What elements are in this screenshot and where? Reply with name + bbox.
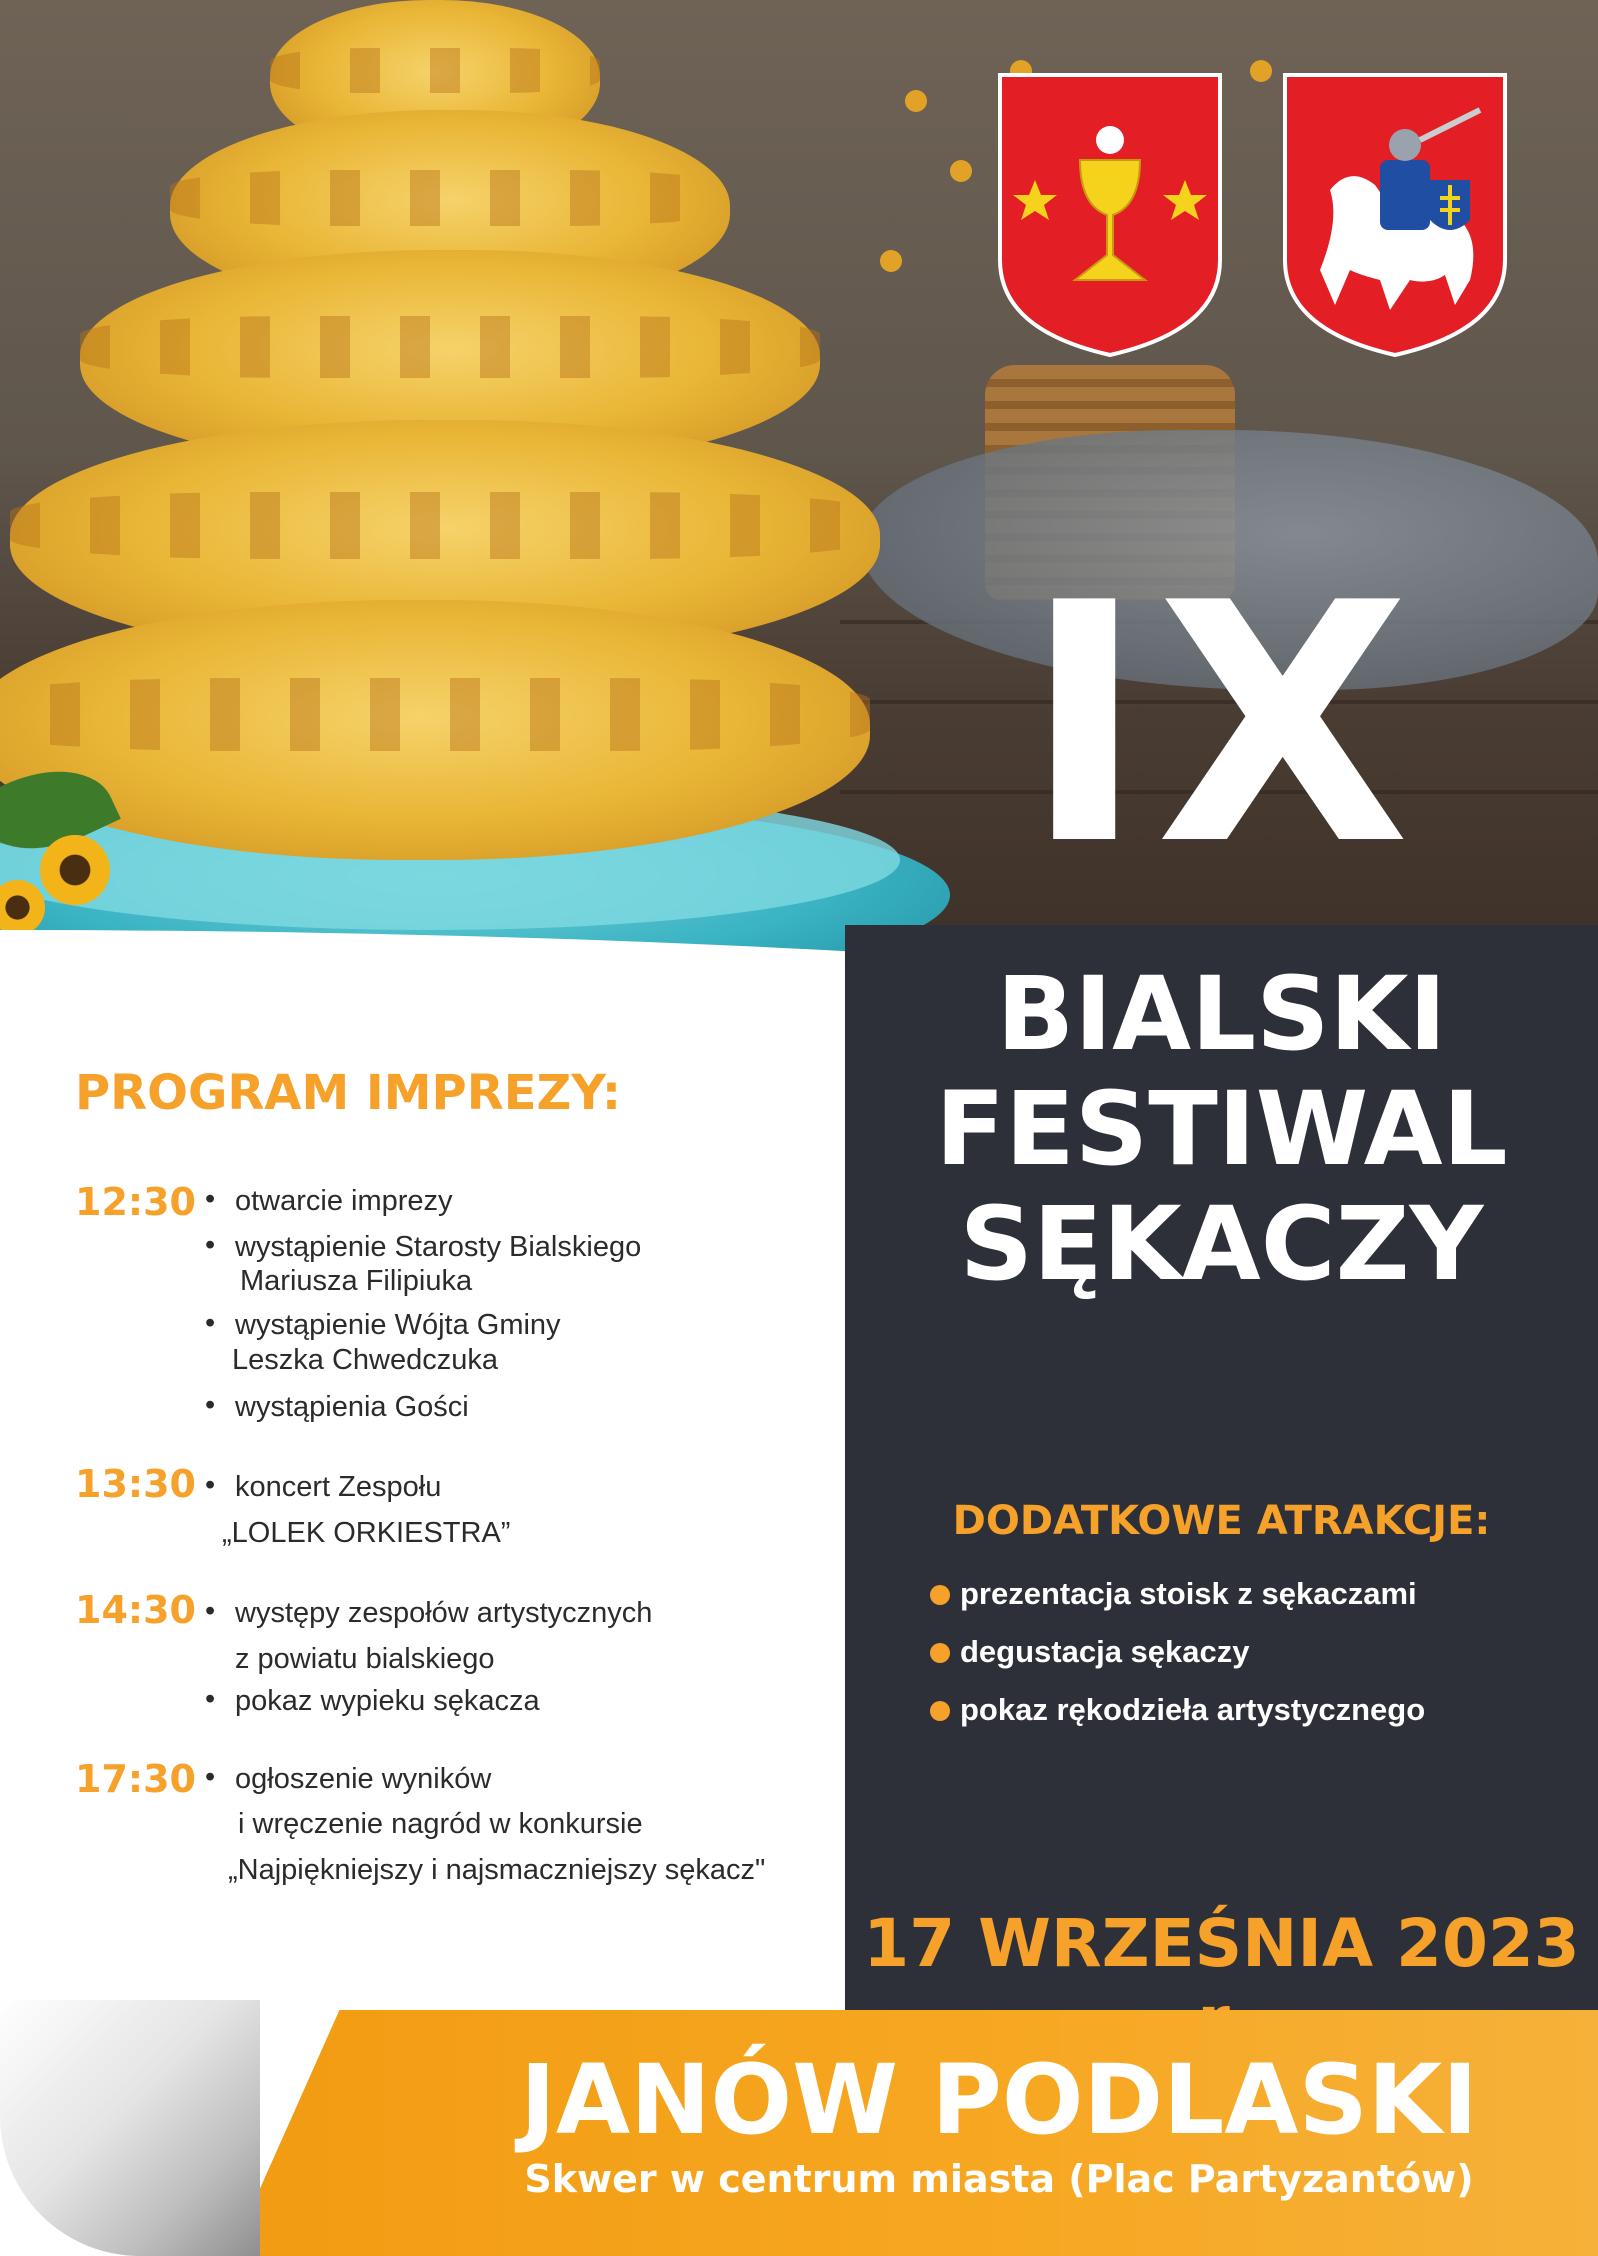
program-time: 14:30 bbox=[75, 1588, 196, 1632]
county-crest-knight-icon bbox=[1280, 70, 1510, 360]
program-title: PROGRAM IMPREZY: bbox=[75, 1065, 622, 1121]
bullet-icon bbox=[930, 1585, 950, 1605]
extra-item bbox=[960, 1692, 1425, 1728]
festival-title-line-3: SĘKACZY bbox=[959, 1185, 1484, 1304]
program-item: otwarcie imprezy bbox=[235, 1185, 453, 1217]
bullet-icon: • bbox=[205, 1307, 216, 1339]
extra-item bbox=[960, 1634, 1250, 1670]
extra-item-label: prezentacja stoisk z sękaczami bbox=[960, 1576, 1417, 1611]
program-time: 13:30 bbox=[75, 1462, 196, 1506]
program-time: 17:30 bbox=[75, 1757, 196, 1801]
festival-title-line-2: FESTIWAL bbox=[935, 1070, 1508, 1189]
program-item: „LOLEK ORKIESTRA” bbox=[222, 1517, 511, 1549]
extra-item-label: degustacja sękaczy bbox=[960, 1634, 1250, 1669]
municipal-crest-chalice-icon bbox=[995, 70, 1225, 360]
extra-item bbox=[960, 1576, 1417, 1612]
festival-title-line-1: BIALSKI bbox=[996, 955, 1447, 1074]
event-place: Skwer w centrum miasta (Plac Partyzantów) bbox=[524, 2157, 1474, 2201]
program-item: występy zespołów artystycznych bbox=[235, 1597, 653, 1629]
program-item: i wręczenie nagród w konkursie bbox=[238, 1808, 643, 1840]
event-location: JANÓW PODLASKI bbox=[520, 2044, 1478, 2156]
program-item: wystąpienia Gości bbox=[235, 1391, 469, 1423]
sekacz-cake-image bbox=[0, 0, 900, 900]
bullet-icon: • bbox=[205, 1389, 216, 1421]
program-time: 12:30 bbox=[75, 1180, 196, 1224]
program-item: Mariusza Filipiuka bbox=[240, 1265, 473, 1297]
program-item: koncert Zespołu bbox=[235, 1471, 442, 1503]
program-item: wystąpienie Wójta Gminy bbox=[235, 1309, 561, 1341]
program-item: pokaz wypieku sękacza bbox=[235, 1685, 540, 1717]
bullet-icon: • bbox=[205, 1469, 216, 1501]
program-item: ogłoszenie wyników bbox=[235, 1763, 492, 1795]
bullet-icon: • bbox=[205, 1183, 216, 1215]
extra-item-label: pokaz rękodzieła artystycznego bbox=[960, 1692, 1426, 1727]
program-item: wystąpienie Starosty Bialskiego bbox=[235, 1231, 642, 1263]
bullet-icon: • bbox=[205, 1229, 216, 1261]
bullet-icon: • bbox=[205, 1761, 216, 1793]
bullet-icon bbox=[930, 1643, 950, 1663]
bullet-icon: • bbox=[205, 1683, 216, 1715]
bullet-icon bbox=[930, 1701, 950, 1721]
flower-image bbox=[40, 835, 110, 905]
program-item: z powiatu bialskiego bbox=[235, 1643, 495, 1675]
edition-number: IX bbox=[1022, 533, 1421, 917]
program-item: Leszka Chwedczuka bbox=[232, 1344, 498, 1376]
page-curl-decoration bbox=[0, 2000, 260, 2256]
event-date: 17 WRZEŚNIA 2023 bbox=[863, 1905, 1580, 1982]
program-item: „Najpiękniejszy i najsmaczniejszy sękacz" bbox=[228, 1854, 766, 1886]
extras-title: DODATKOWE ATRAKCJE: bbox=[952, 1498, 1491, 1544]
bullet-icon: • bbox=[205, 1595, 216, 1627]
